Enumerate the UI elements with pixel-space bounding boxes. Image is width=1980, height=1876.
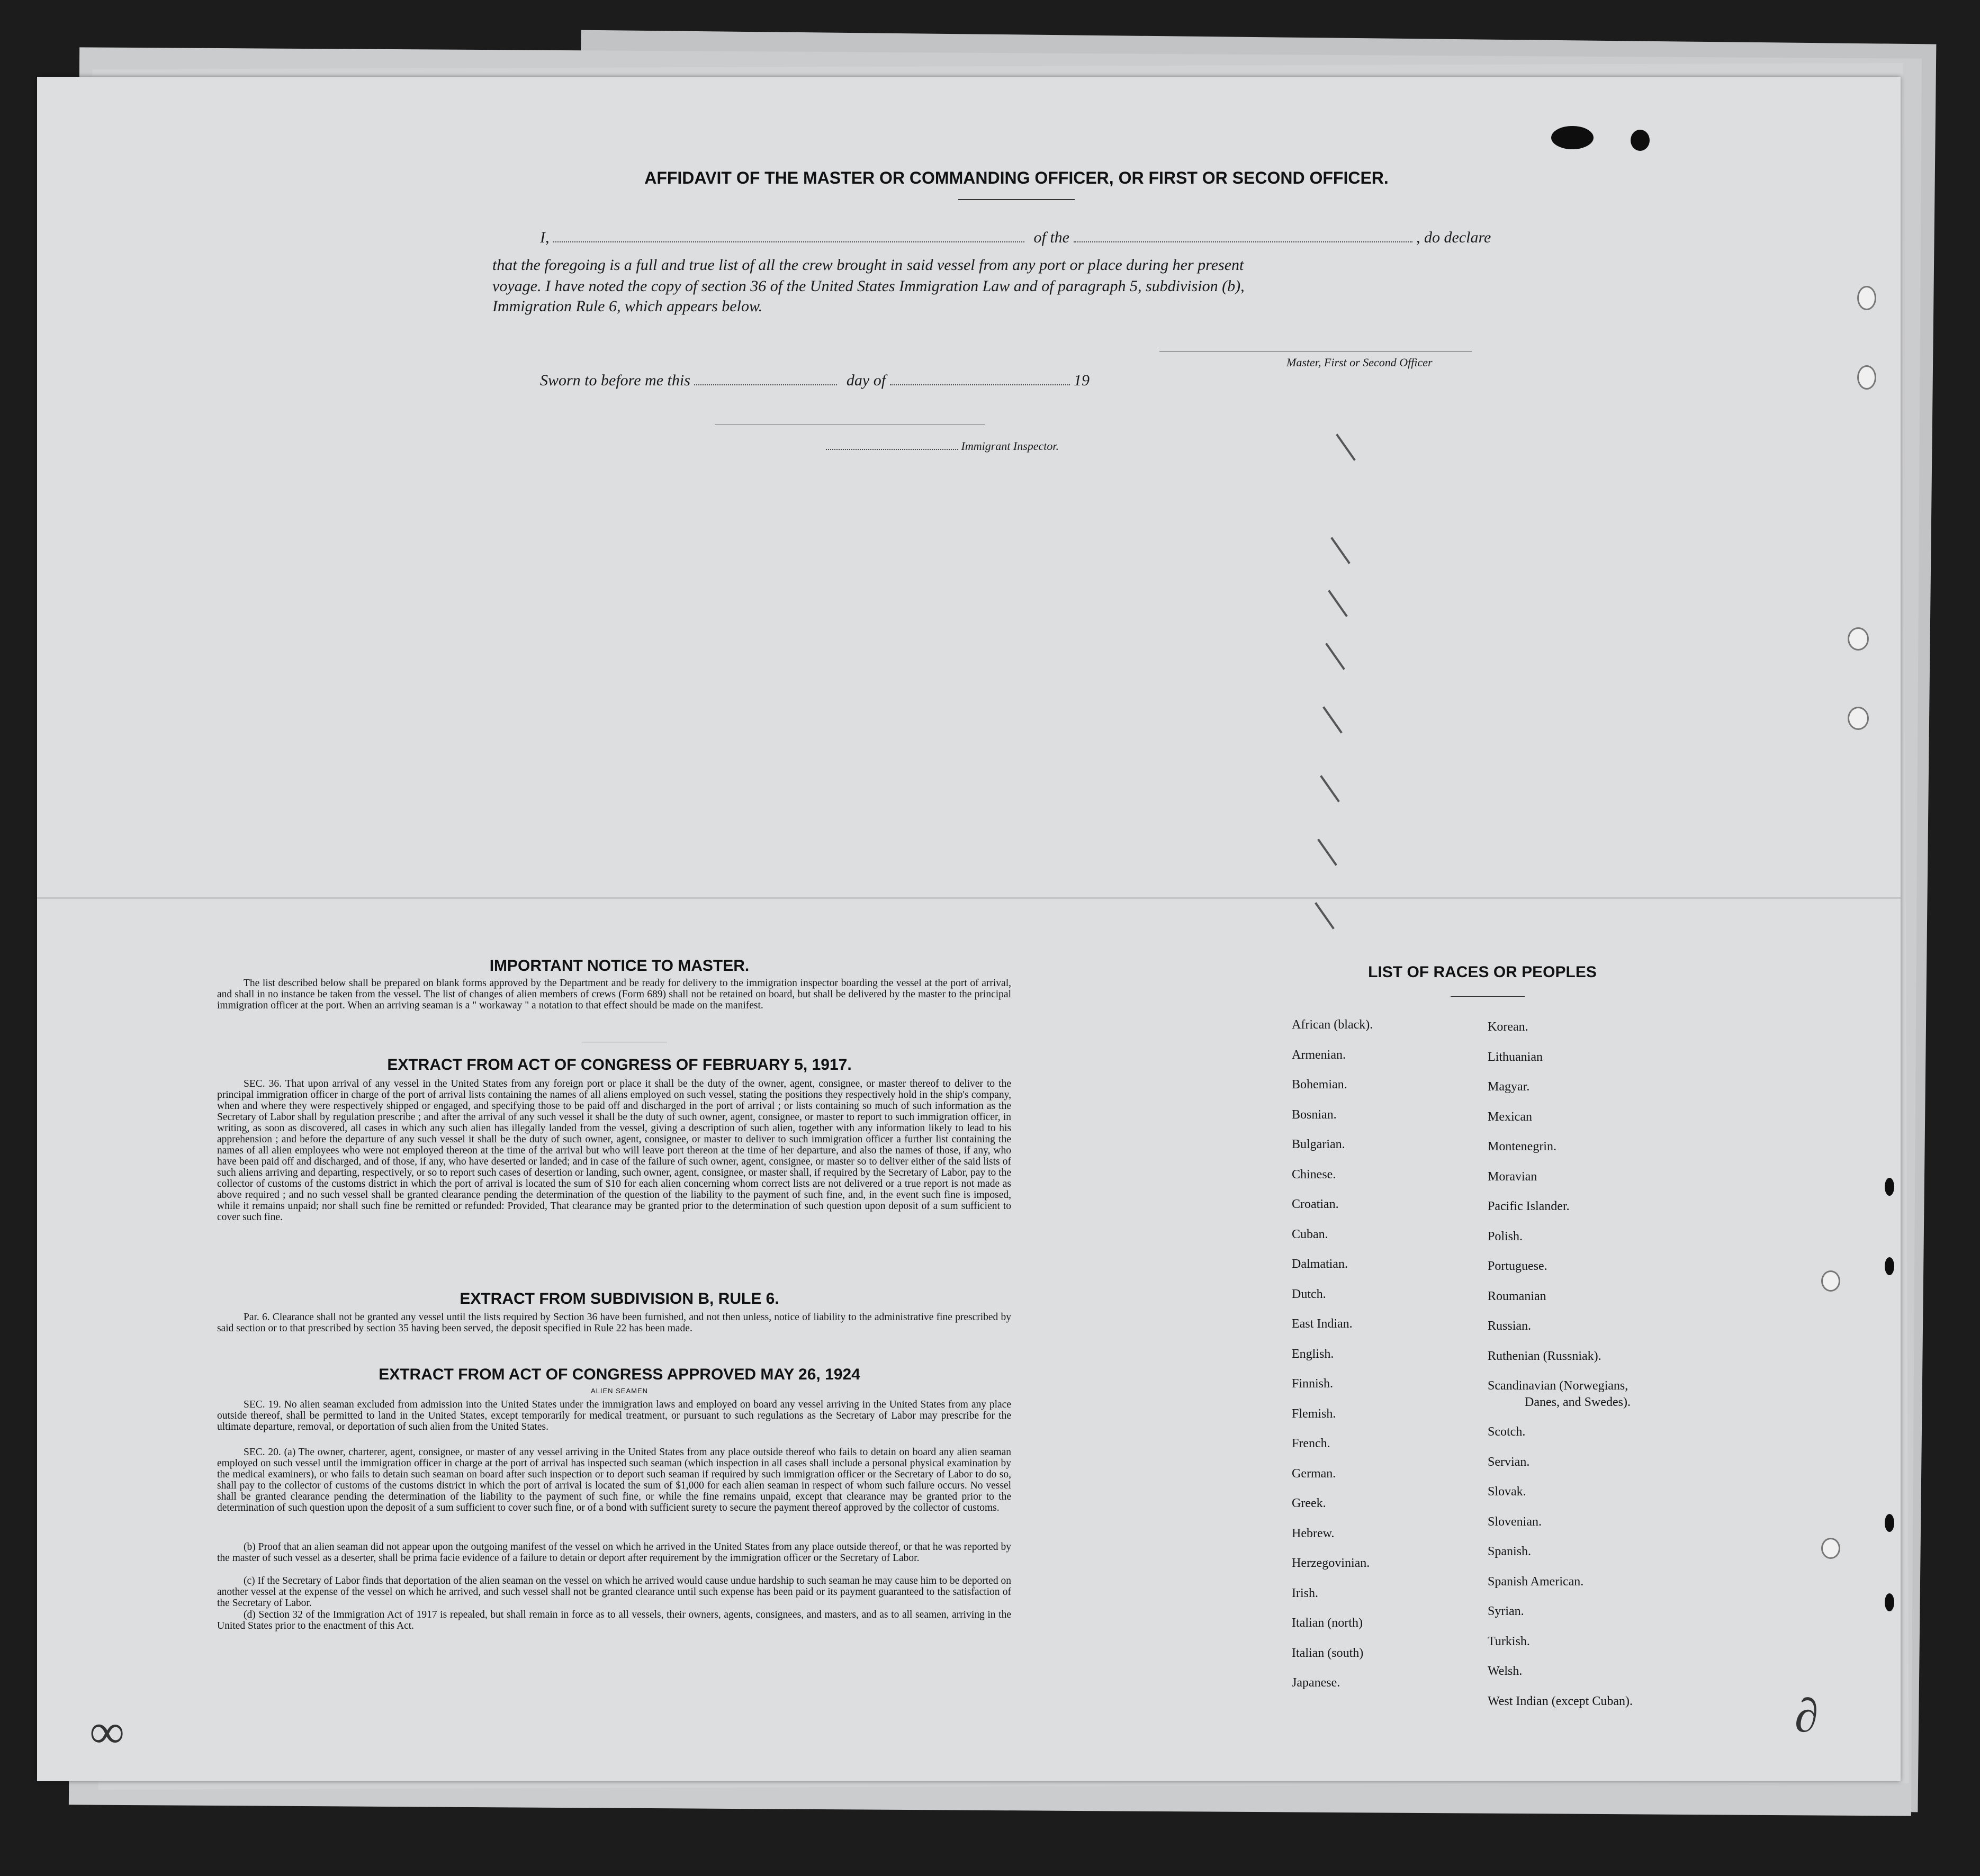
race-item: Servian. (1488, 1455, 1530, 1469)
binder-hole (1857, 286, 1876, 310)
extract-1924-sec19: SEC. 19. No alien seaman excluded from admission into the United States under the immigration laws and employed on board any vessel arriving in the United States from any place outside thereof, shall be permitted to land in the United States, except temporarily for medical treatment, or pursuant to such regulations as the Secretary of Labor may prescribe for the ultimate departure, removal, or deportation of such alien from the United States. (217, 1399, 1011, 1432)
extract-rule6-title: EXTRACT FROM SUBDIVISION B, RULE 6. (460, 1290, 779, 1307)
declarant-of: of the (1033, 229, 1069, 246)
extract-1924-title: EXTRACT FROM ACT OF CONGRESS APPROVED MAY 26, 1924 (379, 1366, 860, 1383)
binder-hole (1848, 707, 1869, 730)
page-fold (37, 897, 1901, 899)
races-title-rule (1451, 996, 1525, 997)
races-right-column (1488, 1012, 1633, 1716)
race-item: Cuban. (1292, 1227, 1328, 1241)
extract-1917-text: SEC. 36. That upon arrival of any vessel in the United States from any foreign port or place it shall be the duty of the owner, agent, consignee, or master thereof to deliver to the principal immigration officer in charge of the port of arrival lists containing the names of all aliens employed on such vessel, stating the positions they respectively hold in the ship's company, when and where they were respectively shipped or engaged, and specifying those to be paid off and discharged in the port of arrival ; or lists containing so much of such information as the Secretary of Labor shall by regulation prescribe ; and after the arrival of any such vessel it shall be the duty of such owner, agent, consignee, or master to report to such immigration officer, in writing, as soon as discovered, all cases in which any such alien has illegally landed from the vessel, giving a description of such alien, together with any information likely to lead to his apprehension ; and before the departure of any such vessel it shall be the duty of such owner, agent, consignee, or master to deliver to such immigration officer a further list containing the names of all alien employees who were not employed thereon at the time of the arrival but who will leave port thereon at the time of her departure, and also the names of those, if any, who have been paid off and discharged, and of those, if any, who have deserted or landed; and in case of the failure of such owner, agent, consignee, or master so to deliver either of the said lists of such aliens arriving and departing, respectively, or so to report such cases of desertion or landing, such owner, agent, consignee, or master shall, if required by the Secretary of Labor, pay to the collector of customs of the customs district in which the port of arrival is located the sum of $10 for each alien concerning whom correct lists are not delivered or a true report is not made as above required ; and no such vessel shall be granted clearance pending the determination of the question of the liability to the payment of such fine, and, in the event such fine is imposed, while it remains unpaid; nor shall such fine be remitted or refunded: Provided, That clearance may be granted prior to the determination of such question upon deposit of a sum sufficient to cover such fine. (217, 1078, 1011, 1223)
race-item: Polish. (1488, 1229, 1523, 1243)
extract-1924-sec20b: (b) Proof that an alien seaman did not appear upon the outgoing manifest of the vessel on which he arrived in the United States from any place outside thereof, or that he was reported by the master of such vessel as a deserter, shall be prima facie evidence of a failure to detain or deport after requirement by the immigration officer or the Secretary of Labor. (217, 1541, 1011, 1564)
race-item: Dalmatian. (1292, 1257, 1348, 1271)
extract-1917-title: EXTRACT FROM ACT OF CONGRESS OF FEBRUARY 5, 1917. (387, 1056, 852, 1074)
race-item: Roumanian (1488, 1289, 1546, 1303)
ink-blot (1631, 130, 1650, 151)
extract-1924-sec20d: (d) Section 32 of the Immigration Act of 1917 is repealed, but shall remain in force as to all vessels, their owners, agents, consignees, and masters, and as to all seamen, arriving in the United States prior to the enactment of this Act. (217, 1609, 1011, 1631)
vessel-name-field[interactable] (1074, 241, 1412, 242)
race-item: Portuguese. (1488, 1259, 1547, 1273)
sworn-day-of: day of (846, 372, 886, 389)
ink-blot (1885, 1257, 1894, 1275)
race-item: Greek. (1292, 1496, 1326, 1510)
race-item: Pacific Islander. (1488, 1199, 1570, 1213)
race-item: Flemish. (1292, 1406, 1336, 1421)
race-item: Magyar. (1488, 1080, 1530, 1094)
declarant-name-field[interactable] (553, 241, 1024, 242)
race-item: English. (1292, 1347, 1334, 1361)
binder-hole (1821, 1270, 1840, 1292)
race-item: Armenian. (1292, 1048, 1346, 1062)
race-item: Slovenian. (1488, 1514, 1542, 1529)
race-item: Lithuanian (1488, 1050, 1543, 1064)
inspector-line (826, 439, 1059, 453)
race-item: Croatian. (1292, 1197, 1339, 1211)
handwritten-mark: ∞ (90, 1706, 124, 1758)
extract-1924-sec20c: (c) If the Secretary of Labor finds that deportation of the alien seaman on the vessel on which he arrived would cause undue hardship to such seaman he may cause him to be deported on another vessel at the expense of the vessel on which he arrived, and such vessel shall not be granted clearance until such expense has been paid or its payment guaranteed to the satisfaction of the Secretary of Labor. (217, 1575, 1011, 1609)
race-item: Chinese. (1292, 1167, 1336, 1181)
race-item: African (black). (1292, 1018, 1373, 1032)
race-item: Bosnian. (1292, 1107, 1337, 1122)
race-item: Finnish. (1292, 1377, 1334, 1391)
inspector-label: Immigrant Inspector. (961, 439, 1059, 453)
race-item: Welsh. (1488, 1664, 1523, 1678)
race-item: Turkish. (1488, 1634, 1530, 1648)
extract-1924-subtitle: ALIEN SEAMEN (590, 1387, 649, 1395)
race-item: Korean. (1488, 1020, 1528, 1034)
ink-blot (1885, 1178, 1894, 1196)
race-item: Scotch. (1488, 1425, 1526, 1439)
race-item: West Indian (except Cuban). (1488, 1694, 1633, 1708)
race-item: East Indian. (1292, 1317, 1353, 1331)
notice-title: IMPORTANT NOTICE TO MASTER. (489, 957, 750, 975)
race-item: Spanish American. (1488, 1574, 1584, 1589)
race-item: Syrian. (1488, 1604, 1524, 1618)
declarant-prefix: I, (540, 229, 550, 246)
race-item: Moravian (1488, 1169, 1537, 1184)
race-item: French. (1292, 1437, 1330, 1450)
affidavit-text-4: Immigration Rule 6, which appears below. (492, 297, 763, 315)
ink-blot (1885, 1514, 1894, 1532)
affidavit-title: AFFIDAVIT OF THE MASTER OR COMMANDING OFFICER, OR FIRST OR SECOND OFFICER. (644, 168, 1389, 187)
sworn-month-field[interactable] (890, 384, 1070, 385)
sworn-day-field[interactable] (694, 384, 837, 385)
race-item: Bohemian. (1292, 1078, 1347, 1092)
race-item: Herzegovinian. (1292, 1556, 1370, 1570)
race-item: Italian (south) (1292, 1646, 1364, 1660)
race-item: Bulgarian. (1292, 1138, 1345, 1151)
binder-hole (1857, 365, 1876, 390)
race-item: Japanese. (1292, 1676, 1340, 1690)
races-left-column (1292, 1010, 1373, 1698)
binder-hole (1821, 1538, 1840, 1559)
race-item: Spanish. (1488, 1545, 1532, 1558)
ink-blot (1551, 126, 1594, 149)
binder-hole (1848, 627, 1869, 651)
sworn-year: 19 (1074, 372, 1090, 389)
ink-blot (1885, 1593, 1894, 1611)
affidavit-text-2: that the foregoing is a full and true list of all the crew brought in said vessel from any port or place during her present (492, 256, 1244, 274)
race-item: Dutch. (1292, 1287, 1326, 1301)
officer-signature-label: Master, First or Second Officer (1286, 356, 1433, 369)
notice-text: The list described below shall be prepared on blank forms approved by the Department and be ready for delivery to the immigration inspector boarding the vessel at the port of arrival, and shall in no instance be taken from the vessel. The list of changes of alien members of crews (Form 689) shall not be retained on board, but shall be delivered by the master to the principal immigration officer at the port. When an arriving seaman is a " workaway " a notation to that effect should be made on the manifest. (217, 978, 1011, 1011)
extract-1924-sec20a: SEC. 20. (a) The owner, charterer, agent, consignee, or master of any vessel arriving in the United States from any place outside thereof who fails to detain on board any alien seaman employed on such vessel until the immigration officer in charge at the port of arrival has inspected such seaman (which inspection in all cases shall include a personal physical examination by the medical examiners), or who fails to detain such seaman on board after such inspection or to deport such seaman if required by such immigration officer or the Secretary of Labor to do so, shall pay to the collector of customs of the customs district in which the port of arrival is located the sum of $1,000 for each alien seaman in respect of whom such failure occurs. No vessel shall be granted clearance pending the determination of the liability to the payment of such fine, or while the fine remains unpaid, except that clearance may be granted prior to the determination of such question upon the deposit of a sum sufficient to cover such fine, or of a bond with sufficient surety to secure the payment thereof approved by the collector of customs. (217, 1447, 1011, 1513)
race-item: Danes, and Swedes). (1525, 1395, 1631, 1409)
race-item: German. (1292, 1466, 1336, 1481)
declarant-end: , do declare (1416, 229, 1491, 246)
race-item: Mexican (1488, 1110, 1532, 1124)
race-item: Italian (north) (1292, 1616, 1363, 1630)
extract-rule6-text: Par. 6. Clearance shall not be granted any vessel until the lists required by Section 36 have been furnished, and not then unless, notice of liability to the administrative fine prescribed by said section or to that prescribed by section 35 having been served, the deposit specified in Rule 22 has been made. (217, 1312, 1011, 1334)
race-item: Ruthenian (Russniak). (1488, 1349, 1601, 1363)
race-item: Scandinavian (Norwegians, (1488, 1379, 1628, 1393)
declarant-line (540, 229, 1491, 247)
affidavit-title-rule (958, 199, 1075, 200)
affidavit-text-3: voyage. I have noted the copy of section 36 of the United States Immigration Law and of paragraph 5, subdivision (b), (492, 277, 1245, 295)
sworn-prefix: Sworn to before me this (540, 372, 690, 389)
race-item: Montenegrin. (1488, 1140, 1556, 1153)
race-item: Slovak. (1488, 1485, 1526, 1499)
races-title: LIST OF RACES OR PEOPLES (1368, 963, 1597, 981)
race-item: Hebrew. (1292, 1526, 1335, 1540)
inspector-name-field[interactable] (826, 449, 958, 450)
sworn-line (540, 372, 1090, 390)
race-item: Russian. (1488, 1319, 1532, 1333)
race-item: Irish. (1292, 1586, 1318, 1600)
handwritten-mark: ∂ (1795, 1690, 1819, 1742)
